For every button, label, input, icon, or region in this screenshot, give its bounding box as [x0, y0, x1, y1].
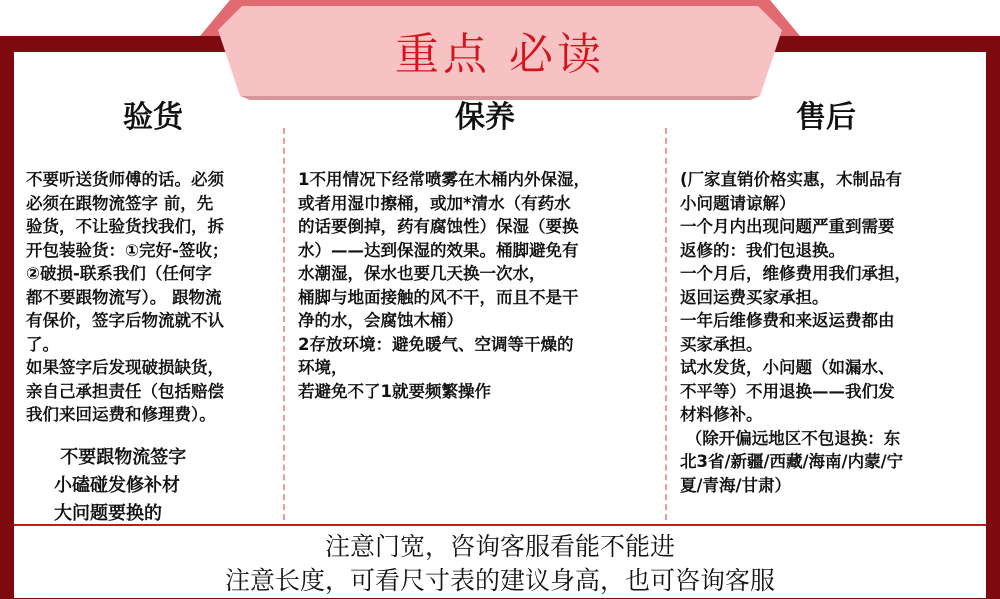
title-banner — [200, 0, 800, 102]
page-title: 重点 必读 — [395, 29, 605, 80]
inspection-column — [26, 92, 280, 524]
column-divider — [283, 128, 285, 520]
after-sales-text: (厂家直销价格实惠，木制品有 小问题请谅解） 一个月内出现问题严重到需要 返修的：我们包退换。 一个月后，维修费用我们承担， 返回运费买家承担。 一年后维修费和来返运费都由 买家承担。 试水发货，小问题（如漏水、 不平等）不用退换——我们发 材料修补。 （除开偏远地区不包退换：东 北3省/新疆/西藏/海南/内蒙/宁 夏/青海/甘肃） — [680, 170, 911, 495]
after-sales-heading: 售后 — [796, 100, 856, 135]
maintenance-column — [298, 92, 672, 510]
after-sales-column — [680, 92, 972, 510]
maintenance-heading: 保养 — [455, 100, 515, 135]
footer-line-door: 注意门宽，咨询客服看能不能进 — [324, 532, 675, 561]
footer-line-length: 注意长度，可看尺寸表的建议身高，也可咨询客服 — [224, 566, 775, 595]
column-divider — [665, 128, 667, 520]
footer-notes — [14, 530, 986, 598]
inspection-heading: 验货 — [123, 100, 183, 135]
footer-divider — [14, 524, 986, 526]
maintenance-text: 1不用情况下经常喷雾在木桶内外保湿， 或者用湿巾擦桶，或加*清水（有药水 的话要倒掉，药有腐蚀性）保湿（要换 水）——达到保湿的效果。桶脚避免有 水潮湿，保水也要几天换一次水， 桶脚与地面接触的风不干，而且不是干 净的水，会腐蚀木桶） 2存放环境：避免暖气、空调等干燥的 环境， 若避免不了1就要频繁操作 — [298, 170, 590, 401]
inspection-text: 不要听送货师傅的话。必须 必须在跟物流签字 前，先 验货，不让验货找我们，拆 开包装验货：①完好-签收； ②破损-联系我们（任何字 都不要跟物流写）。 跟物流 有保价，签字后物流就不认 了。 如果签字后发现破损缺货， 亲自己承担责任（包括赔偿 我们来回运费和修理费）。 — [26, 170, 229, 424]
inspection-notes: 不要跟物流签字 小磕碰发修补材 大问题要换的 — [54, 447, 187, 524]
